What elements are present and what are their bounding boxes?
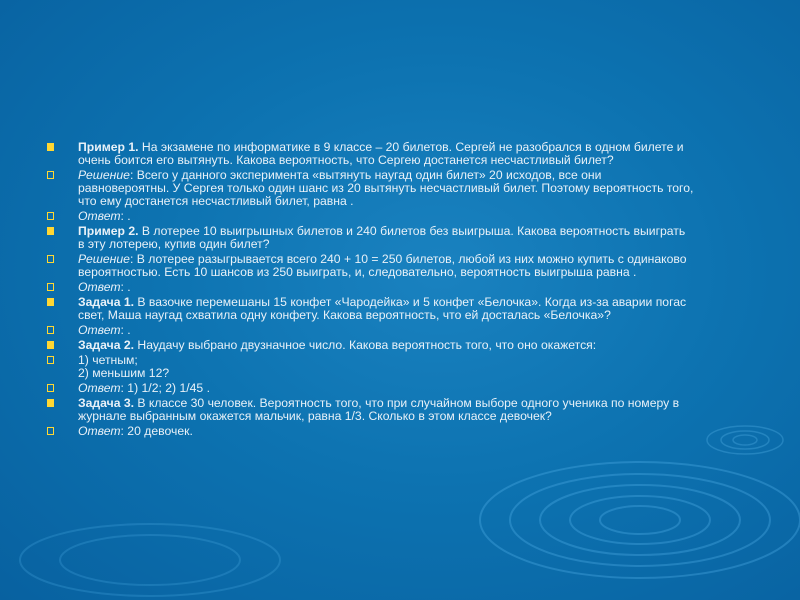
- text-segment: : .: [120, 280, 131, 294]
- text-segment: В классе 30 человек. Вероятность того, что при случайном выборе одного ученика по номеру в: [134, 396, 680, 410]
- hollow-bullet-icon: [47, 255, 54, 263]
- bold-heading: Пример 1.: [78, 140, 139, 154]
- bullet-item: [47, 397, 747, 423]
- text-segment: свет, Маша наугад схватила одну конфету. Какова вероятность, что ей досталась «Белочка»?: [78, 308, 611, 322]
- text-segment: : 1) 1/2; 2) 1/45 .: [120, 381, 210, 395]
- bullet-item: [47, 169, 747, 208]
- italic-label: Решение: [78, 252, 130, 266]
- hollow-bullet-icon: [47, 171, 54, 179]
- italic-label: Ответ: [78, 323, 121, 337]
- italic-label: Ответ: [78, 280, 121, 294]
- italic-label: Ответ: [78, 424, 121, 438]
- bold-heading: Пример 2.: [78, 224, 139, 238]
- bullet-item: [47, 425, 747, 438]
- bullet-item: [47, 141, 747, 167]
- text-segment: журнале выбранным окажется мальчик, равна 1/3. Сколько в этом классе девочек?: [78, 409, 552, 423]
- bullet-item: [47, 382, 747, 395]
- text-segment: вероятностью. Есть 10 шансов из 250 выиграть, и, следовательно, вероятность выигрыша равна .: [78, 265, 637, 279]
- text-line: [78, 339, 747, 352]
- text-line: [78, 309, 747, 322]
- hollow-bullet-icon: [47, 326, 54, 334]
- text-line: [78, 210, 747, 223]
- solid-bullet-icon: [47, 143, 54, 151]
- bullet-item: [47, 339, 747, 352]
- slide-body-text: [47, 141, 747, 440]
- text-segment: 2) меньшим 12?: [78, 366, 170, 380]
- text-line: [78, 266, 747, 279]
- bullet-item: [47, 281, 747, 294]
- ripple-ring: [60, 535, 240, 585]
- text-line: [78, 238, 747, 251]
- text-line: [78, 281, 747, 294]
- ripple-ring: [480, 462, 800, 578]
- ripple-group-left: [20, 524, 280, 596]
- text-segment: : .: [120, 323, 131, 337]
- text-line: [78, 382, 747, 395]
- solid-bullet-icon: [47, 399, 54, 407]
- italic-label: Ответ: [78, 381, 121, 395]
- hollow-bullet-icon: [47, 212, 54, 220]
- solid-bullet-icon: [47, 227, 54, 235]
- italic-label: Ответ: [78, 209, 121, 223]
- bullet-item: [47, 296, 747, 322]
- hollow-bullet-icon: [47, 283, 54, 291]
- text-segment: в эту лотерею, купив один билет?: [78, 237, 270, 251]
- text-line: [78, 425, 747, 438]
- ripple-ring: [600, 506, 680, 534]
- text-segment: что ему достанется несчастливый билет, равна .: [78, 194, 354, 208]
- text-segment: очень боится его вытянуть. Какова вероятность, что Сергею достанется несчастливый билет?: [78, 153, 614, 167]
- text-segment: На экзамене по информатике в 9 классе – 20 билетов. Сергей не разобрался в одном билете и: [138, 140, 684, 154]
- ripple-ring: [570, 496, 710, 544]
- solid-bullet-icon: [47, 298, 54, 306]
- text-segment: равновероятны. У Сергея только один шанс из 20 вытянуть несчастливый билет. Поэтому вероятность того,: [78, 181, 694, 195]
- text-segment: : .: [120, 209, 131, 223]
- text-line: [78, 367, 747, 380]
- bold-heading: Задача 2.: [78, 338, 135, 352]
- bullet-item: [47, 210, 747, 223]
- text-line: [78, 354, 747, 367]
- text-line: [78, 324, 747, 337]
- text-segment: : В лотерее разыгрывается всего 240 + 10 = 250 билетов, любой из них можно купить с одинаково: [129, 252, 687, 266]
- text-line: [78, 195, 747, 208]
- hollow-bullet-icon: [47, 356, 54, 364]
- text-segment: 1) четным;: [78, 353, 138, 367]
- bullet-item: [47, 324, 747, 337]
- ripple-ring: [510, 474, 770, 566]
- solid-bullet-icon: [47, 341, 54, 349]
- bold-heading: Задача 3.: [78, 396, 135, 410]
- text-line: [78, 154, 747, 167]
- text-segment: : 20 девочек.: [120, 424, 193, 438]
- bullet-item: [47, 253, 747, 279]
- italic-label: Решение: [78, 168, 130, 182]
- hollow-bullet-icon: [47, 384, 54, 392]
- text-segment: Наудачу выбрано двузначное число. Какова вероятность того, что оно окажется:: [134, 338, 597, 352]
- ripple-group-large: [480, 462, 800, 578]
- bullet-item: [47, 354, 747, 380]
- text-segment: В лотерее 10 выигрышных билетов и 240 билетов без выигрыша. Какова вероятность выиграть: [138, 224, 686, 238]
- hollow-bullet-icon: [47, 427, 54, 435]
- bold-heading: Задача 1.: [78, 295, 135, 309]
- bullet-item: [47, 225, 747, 251]
- text-segment: : Всего у данного эксперимента «вытянуть наугад один билет» 20 исходов, все они: [129, 168, 602, 182]
- text-segment: В вазочке перемешаны 15 конфет «Чародейка» и 5 конфет «Белочка». Когда из-за аварии погас: [134, 295, 687, 309]
- text-line: [78, 410, 747, 423]
